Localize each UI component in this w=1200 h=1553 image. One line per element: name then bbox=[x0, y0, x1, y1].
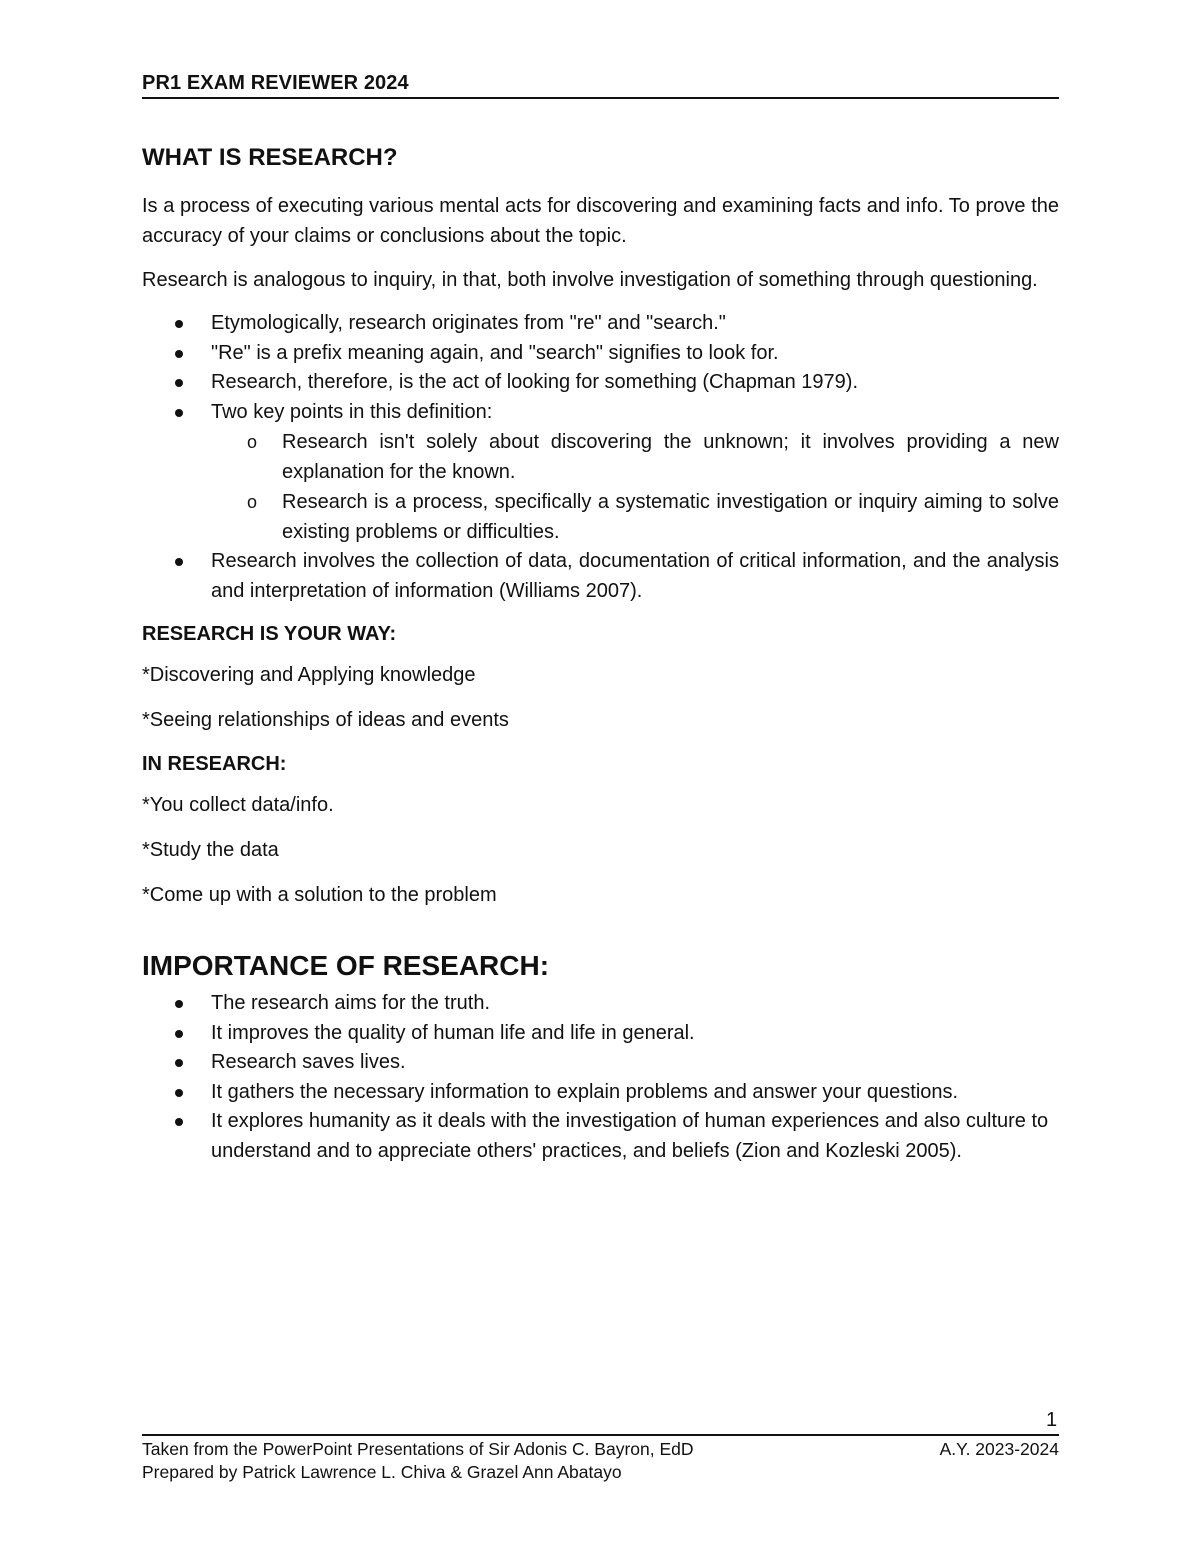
research-way-item: *Discovering and Applying knowledge bbox=[142, 664, 476, 686]
list-item bbox=[142, 547, 1059, 606]
list-item-text: Etymologically, research originates from "re" and "search." bbox=[211, 312, 726, 334]
bullet-icon bbox=[175, 1030, 183, 1038]
list-item-text: "Re" is a prefix meaning again, and "search" signifies to look for. bbox=[211, 341, 779, 364]
list-item-text: Research involves the collection of data, documentation of critical information, and the analysis and interpretation of information (Williams 2007). bbox=[211, 550, 1059, 602]
list-item-text: It improves the quality of human life and life in general. bbox=[211, 1021, 695, 1044]
list-item bbox=[142, 1078, 1059, 1108]
in-research-item: *Come up with a solution to the problem bbox=[142, 884, 497, 906]
heading-what-is-research: WHAT IS RESEARCH? bbox=[142, 144, 398, 171]
heading-importance-of-research: IMPORTANCE OF RESEARCH: bbox=[142, 950, 550, 981]
list-item-text: It explores humanity as it deals with the investigation of human experiences and also culture to understand and to appreciate others' practices, and beliefs (Zion and Kozleski 2005). bbox=[211, 1110, 1049, 1162]
heading-in-research: IN RESEARCH: bbox=[142, 753, 287, 775]
bullet-icon bbox=[175, 1089, 183, 1097]
footer-prepared-by: Prepared by Patrick Lawrence L. Chiva & Grazel Ann Abatayo bbox=[142, 1462, 622, 1482]
sub-list-item-text: Research is a process, specifically a systematic investigation or inquiry aiming to solve existing problems or difficulties. bbox=[282, 491, 1059, 543]
in-research-item: *Study the data bbox=[142, 839, 279, 861]
list-item-text: Research saves lives. bbox=[211, 1051, 406, 1073]
list-item bbox=[142, 309, 1059, 339]
list-item bbox=[142, 368, 1059, 398]
list-item bbox=[142, 1048, 1059, 1078]
list-item bbox=[142, 398, 1059, 548]
sub-list-item bbox=[211, 487, 1059, 547]
in-research-item: *You collect data/info. bbox=[142, 794, 334, 816]
circle-bullet-icon: o bbox=[247, 492, 258, 512]
paragraph-analogy: Research is analogous to inquiry, in that, both involve investigation of something through questioning. bbox=[142, 269, 1038, 291]
document-body bbox=[142, 141, 1059, 1180]
importance-bullet-list bbox=[142, 989, 1059, 1166]
list-item-text: The research aims for the truth. bbox=[211, 992, 491, 1014]
header-divider bbox=[142, 97, 1059, 99]
bullet-icon bbox=[175, 379, 183, 387]
list-item bbox=[142, 1107, 1059, 1166]
page-number: 1 bbox=[1046, 1409, 1058, 1431]
sub-list-item bbox=[211, 427, 1059, 487]
page-header-title: PR1 EXAM REVIEWER 2024 bbox=[142, 72, 409, 94]
footer-divider bbox=[142, 1434, 1059, 1436]
heading-research-is-your-way: RESEARCH IS YOUR WAY: bbox=[142, 623, 397, 645]
list-item-text: Two key points in this definition: bbox=[211, 400, 493, 423]
research-bullet-list bbox=[142, 309, 1059, 606]
research-way-item: *Seeing relationships of ideas and events bbox=[142, 709, 509, 731]
list-item-text: It gathers the necessary information to explain problems and answer your questions. bbox=[211, 1080, 959, 1103]
bullet-icon bbox=[175, 1000, 183, 1008]
list-item bbox=[142, 989, 1059, 1019]
bullet-icon bbox=[175, 558, 183, 566]
bullet-icon bbox=[175, 409, 183, 417]
bullet-icon bbox=[175, 320, 183, 328]
bullet-icon bbox=[175, 1059, 183, 1067]
bullet-icon bbox=[175, 1118, 183, 1126]
list-item-text: Research, therefore, is the act of looking for something (Chapman 1979). bbox=[211, 371, 859, 393]
list-item bbox=[142, 339, 1059, 369]
sub-bullet-list bbox=[211, 427, 1059, 547]
bullet-icon bbox=[175, 350, 183, 358]
footer-academic-year: A.Y. 2023-2024 bbox=[939, 1439, 1059, 1459]
list-item bbox=[142, 1019, 1059, 1049]
paragraph-definition: Is a process of executing various mental acts for discovering and examining facts and info. To prove the accuracy of your claims or conclusions about the topic. bbox=[142, 195, 1059, 247]
circle-bullet-icon: o bbox=[247, 432, 258, 452]
sub-list-item-text: Research isn't solely about discovering the unknown; it involves providing a new explanation for the known. bbox=[282, 431, 1059, 483]
footer-credit: Taken from the PowerPoint Presentations of Sir Adonis C. Bayron, EdD bbox=[142, 1439, 694, 1459]
